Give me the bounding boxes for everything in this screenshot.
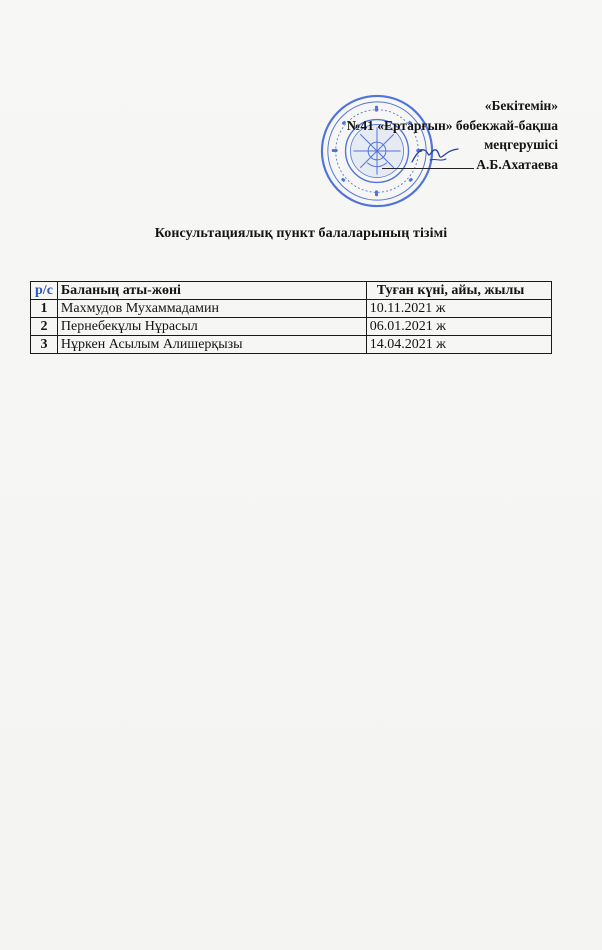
signature-underline (382, 168, 474, 169)
children-list-table (30, 281, 552, 354)
row-birthdate: 10.11.2021 ж (366, 300, 551, 318)
approval-organization: №41 «Ертарғын» бөбекжай-бақша (346, 117, 558, 133)
approval-signature-line (298, 155, 558, 175)
row-number: 1 (31, 300, 58, 318)
approval-position: меңгерушісі (484, 137, 558, 152)
table-row (31, 300, 552, 318)
column-header-name: Баланың аты-жөні (57, 282, 366, 300)
approval-signatory: А.Б.Ахатаева (476, 156, 558, 172)
table-row (31, 336, 552, 354)
column-header-birthdate: Туған күні, айы, жылы (366, 282, 551, 300)
row-birthdate: 14.04.2021 ж (366, 336, 551, 354)
approval-block (298, 96, 558, 174)
row-birthdate: 06.01.2021 ж (366, 318, 551, 336)
column-header-number: р/с (31, 282, 58, 300)
row-number: 2 (31, 318, 58, 336)
table-header-row (31, 282, 552, 300)
row-child-name: Нұркен Асылым Алишерқызы (57, 336, 366, 354)
table-row (31, 318, 552, 336)
row-child-name: Пернебекұлы Нұрасыл (57, 318, 366, 336)
row-child-name: Махмудов Мухаммадамин (57, 300, 366, 318)
document-title: Консультациялық пункт балаларының тізімі (154, 226, 448, 241)
approval-heading: «Бекітемін» (484, 98, 558, 113)
row-number: 3 (31, 336, 58, 354)
